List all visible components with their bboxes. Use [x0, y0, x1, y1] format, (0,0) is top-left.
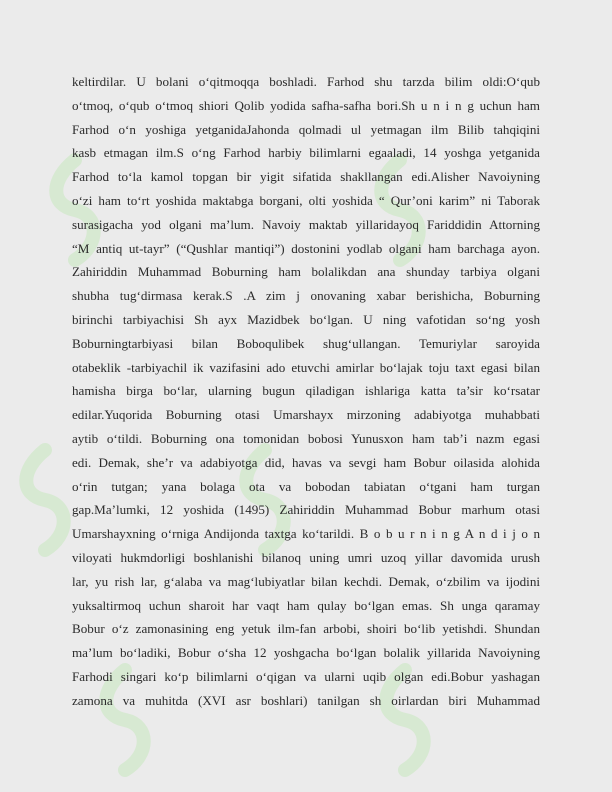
text-line: Farhod o‘n yoshiga yetganidaJahonda qolmadi ul yetmagan ilm Bilib tahqiqini — [72, 121, 540, 137]
text-line: Bobur o‘z zamonasining eng yetuk ilm-fan arbobi, shoiri bo‘lib yetishdi. Shundan — [72, 621, 540, 637]
text-line: Umarshayxning o‘rniga Andijonda taxtga ko‘tarildi. B o b u r n i n g A n d i j o n — [72, 526, 540, 542]
watermark-logo-icon — [10, 440, 80, 560]
text-line: o‘tmoq, o‘qub o‘tmoq shiori Qolib yodida safha-safha bori.Sh u n i n g uchun ham — [72, 97, 540, 113]
text-line: birinchi tarbiyachisi Sh ayx Mazidbek bo‘lgan. U ning vafotidan so‘ng yosh — [72, 311, 540, 327]
text-line: lar, yu rish lar, g‘alaba va mag‘lubiyatlar bilan kechdi. Demak, o‘zbilim va ijodini — [72, 573, 540, 589]
text-line: “M antiq ut-tayr” (“Qushlar mantiqi”) dostonini yodlab olgani ham barchaga ayon. — [72, 240, 540, 256]
text-line: keltirdilar. U bolani o‘qitmoqqa boshladi. Farhod shu tarzda bilim oldi:O‘qub — [72, 74, 540, 89]
text-line: shubha tug‘dirmasa kerak.S .A zim j onovaning xabar berishicha, Boburning — [72, 288, 540, 304]
text-line: viloyati hukmdorligi boshlanishi bilanoq uning umri uzoq yillar davomida urush — [72, 549, 540, 565]
text-line: Boburningtarbiyasi bilan Boboqulibek shug‘ullangan. Temuriylar saroyida — [72, 335, 540, 351]
text-line: Farhodi singari ko‘p bilimlarni o‘qigan va ularni uqib olgan edi.Bobur yashagan — [72, 668, 540, 684]
text-line: o‘zi ham to‘rt yoshida maktabga borgani, olti yoshida “ Qur’oni karim” ni Taborak — [72, 192, 540, 208]
text-line: otabeklik -tarbiyachil ik vazifasini ado etuvchi amirlar bo‘lajak toju taxt egasi bilan — [72, 359, 540, 375]
body-text — [72, 70, 540, 713]
text-line: ma’lum bo‘ladiki, Bobur o‘sha 12 yoshgacha bo‘lgan bolalik yillarida Navoiyning — [72, 645, 540, 661]
text-line: kasb etmagan ilm.S o‘ng Farhod harbiy bilimlarni egaaladi, 14 yoshga yetganida — [72, 145, 540, 161]
text-line: gap.Ma’lumki, 12 yoshida (1495) Zahiriddin Muhammad Bobur marhum otasi — [72, 502, 540, 518]
text-line: yuksaltirmoq uchun sharoit har vaqt ham qulay bo‘lgan emas. Sh unga qaramay — [72, 597, 540, 613]
text-line: surasigacha yod olgani ma’lum. Navoiy maktab yillaridayoq Fariddidin Attorning — [72, 216, 540, 232]
text-line: hamisha birga bo‘lar, ularning bugun qiladigan ishlariga katta ta’sir ko‘rsatar — [72, 383, 540, 399]
text-line: aytib o‘tildi. Boburning ona tomonidan bobosi Yunusxon ham tab’i nazm egasi — [72, 430, 540, 446]
text-line: edilar.Yuqorida Boburning otasi Umarshayx mirzoning adabiyotga muhabbati — [72, 407, 540, 423]
text-line: zamona va muhitda (XVI asr boshlari) tanilgan sh oirlardan biri Muhammad — [72, 692, 540, 708]
text-line: Farhod to‘la kamol topgan bir yigit sifatida shakllangan edi.Alisher Navoiyning — [72, 169, 540, 185]
text-line: edi. Demak, she’r va adabiyotga did, havas va sevgi ham Bobur oilasida alohida — [72, 454, 540, 470]
text-line: Zahiriddin Muhammad Boburning ham bolalikdan ana shunday tarbiya olgani — [72, 264, 540, 280]
text-line: o‘rin tutgan; yana bolaga ota va bobodan tabiatan o‘tgani ham turgan — [72, 478, 540, 494]
